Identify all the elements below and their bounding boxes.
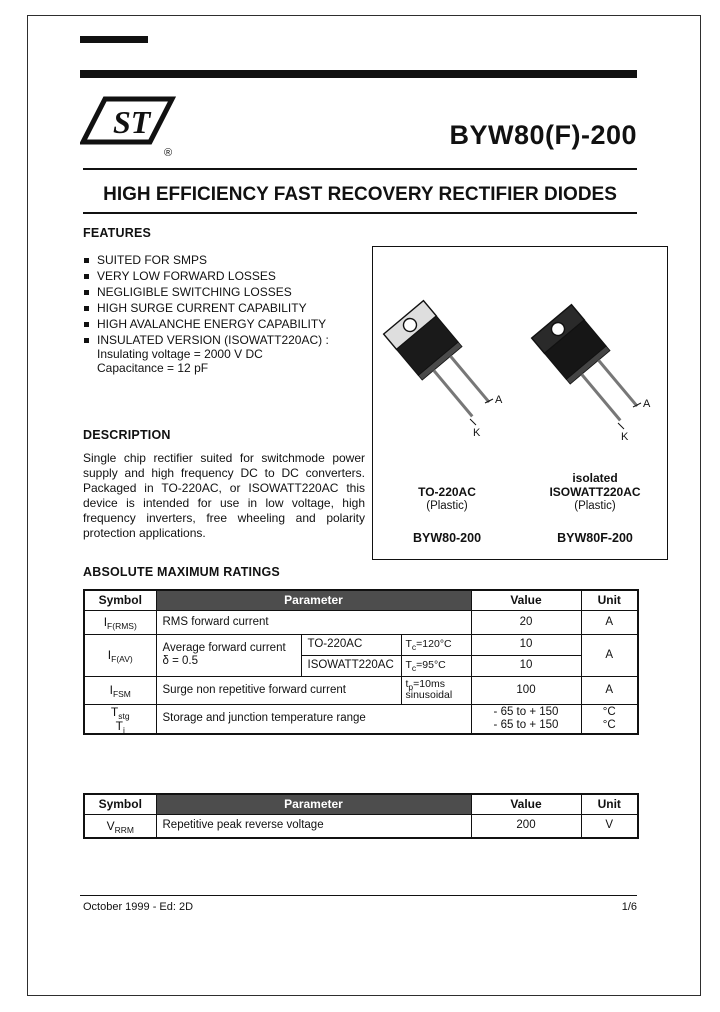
header-rule (83, 168, 637, 170)
value-cell: 100 (471, 676, 581, 704)
cathode-pin-label: K (473, 427, 481, 439)
st-logo (80, 94, 180, 160)
value-cell: 10 (471, 655, 581, 676)
features-heading: FEATURES (83, 226, 152, 240)
reverse-voltage-table (83, 793, 639, 839)
title-rule (83, 212, 637, 214)
feature-item (83, 332, 373, 348)
description-section (83, 428, 365, 541)
part-name-isowatt: BYW80F-200 (557, 531, 633, 545)
top-long-bar (80, 70, 637, 78)
value-cell: 20 (471, 610, 581, 634)
unit-cell: A (581, 676, 638, 704)
condition-cell: $t_p=10ms$ sinusoidal (401, 676, 471, 704)
package-outline-box (372, 246, 668, 560)
cathode-pin-label: K (621, 431, 629, 443)
package-material: (Plastic) (574, 500, 616, 512)
st-logo-letters: ST (113, 104, 151, 140)
condition-cell: $T_c=120^\circ C$ (401, 634, 471, 655)
st-logo-registered-mark: ® (164, 147, 173, 159)
feature-text: INSULATED VERSION (ISOWATT220AC) : (97, 333, 329, 347)
feature-text: SUITED FOR SMPS (97, 253, 208, 267)
capacitance-line: Capacitance = 12 pF (97, 360, 209, 375)
part-name-to220: BYW80-200 (412, 531, 482, 545)
unit-cell: V (581, 814, 638, 838)
header-symbol: Symbol (84, 590, 156, 610)
table-header-row (84, 590, 638, 610)
description-text: Single chip rectifier suited for switchmode power supply and high frequency DC to DC converters. Packaged in TO-220AC, or ISOWATT220AC this device is intended for use in low voltage, high frequency inverters, free wheeling and polarity protection applications. (83, 451, 365, 540)
unit-cell: A (581, 610, 638, 634)
feature-item (83, 284, 373, 300)
bullet-icon (84, 290, 89, 295)
package-name: TO-220AC (418, 485, 476, 499)
symbol-cell: $V_{RRM}$ (84, 814, 156, 838)
to220ac-caption (373, 485, 521, 513)
parameter-cell: Average forward current δ = 0.5 (156, 634, 301, 676)
feature-item (83, 252, 373, 268)
header-symbol: Symbol (84, 794, 156, 814)
table-row-ifsm (84, 676, 638, 704)
feature-item (83, 268, 373, 284)
footer-page-number: 1/6 (621, 901, 637, 913)
package-material: (Plastic) (426, 500, 468, 512)
feature-text: HIGH SURGE CURRENT CAPABILITY (97, 301, 307, 315)
footer-date-edition: October 1999 - Ed: 2D (83, 901, 194, 913)
feature-text: NEGLIGIBLE SWITCHING LOSSES (97, 285, 292, 299)
bullet-icon (84, 258, 89, 263)
insulated-details (97, 348, 373, 375)
bullet-icon (84, 338, 89, 343)
features-list (83, 252, 373, 348)
feature-item (83, 316, 373, 332)
header-unit: Unit (581, 794, 638, 814)
header-parameter: Parameter (156, 590, 471, 610)
anode-pin-label: A (643, 398, 651, 410)
symbol-cell: $I_{FSM}$ (84, 676, 156, 704)
value-cell: - 65 to + 150 - 65 to + 150 (471, 704, 581, 734)
absolute-maximum-ratings-heading: ABSOLUTE MAXIMUM RATINGS (83, 565, 280, 579)
package-variant-cell: TO-220AC (301, 634, 401, 655)
package-name: ISOWATT220AC (549, 485, 641, 499)
feature-text: HIGH AVALANCHE ENERGY CAPABILITY (97, 317, 327, 331)
page-title: HIGH EFFICIENCY FAST RECOVERY RECTIFIER DIODES (103, 184, 617, 205)
bullet-icon (84, 322, 89, 327)
unit-cell: A (581, 634, 638, 676)
unit-cell: °C °C (581, 704, 638, 734)
value-cell: 200 (471, 814, 581, 838)
parameter-cell: RMS forward current (156, 610, 471, 634)
bullet-icon (84, 274, 89, 279)
value-cell: 10 (471, 634, 581, 655)
isowatt220ac-caption (521, 471, 669, 513)
table-row-ifrms (84, 610, 638, 634)
symbol-cell: $I_{F(AV)}$ (84, 634, 156, 676)
package-variant-cell: ISOWATT220AC (301, 655, 401, 676)
features-section (83, 226, 373, 375)
feature-item (83, 300, 373, 316)
header-parameter: Parameter (156, 794, 471, 814)
header-unit: Unit (581, 590, 638, 610)
symbol-cell: $I_{F(RMS)}$ (84, 610, 156, 634)
parameter-cell: Surge non repetitive forward current (156, 676, 401, 704)
bullet-icon (84, 306, 89, 311)
absolute-maximum-ratings-table (83, 589, 639, 735)
table-row-ifav-1 (84, 634, 638, 655)
isowatt220ac-package-drawing (521, 303, 669, 468)
parameter-cell: Repetitive peak reverse voltage (156, 814, 471, 838)
footer-rule (80, 895, 637, 896)
package-isolated-label: isolated (572, 471, 618, 485)
condition-cell: $T_c=95^\circ C$ (401, 655, 471, 676)
header-value: Value (471, 794, 581, 814)
table-row-vrrm (84, 814, 638, 838)
table-row-tstg-tj (84, 704, 638, 734)
symbol-cell: $T_{stg}$ $T_j$ (84, 704, 156, 734)
header-value: Value (471, 590, 581, 610)
part-number: BYW80(F)-200 (449, 120, 637, 150)
parameter-cell: Storage and junction temperature range (156, 704, 471, 734)
top-short-bar (80, 36, 148, 43)
description-heading: DESCRIPTION (83, 428, 171, 442)
insulating-voltage-line: Insulating voltage = 2000 V DC (97, 347, 263, 361)
table-header-row (84, 794, 638, 814)
anode-pin-label: A (495, 394, 503, 406)
to220ac-package-drawing (373, 299, 521, 464)
feature-text: VERY LOW FORWARD LOSSES (97, 269, 276, 283)
